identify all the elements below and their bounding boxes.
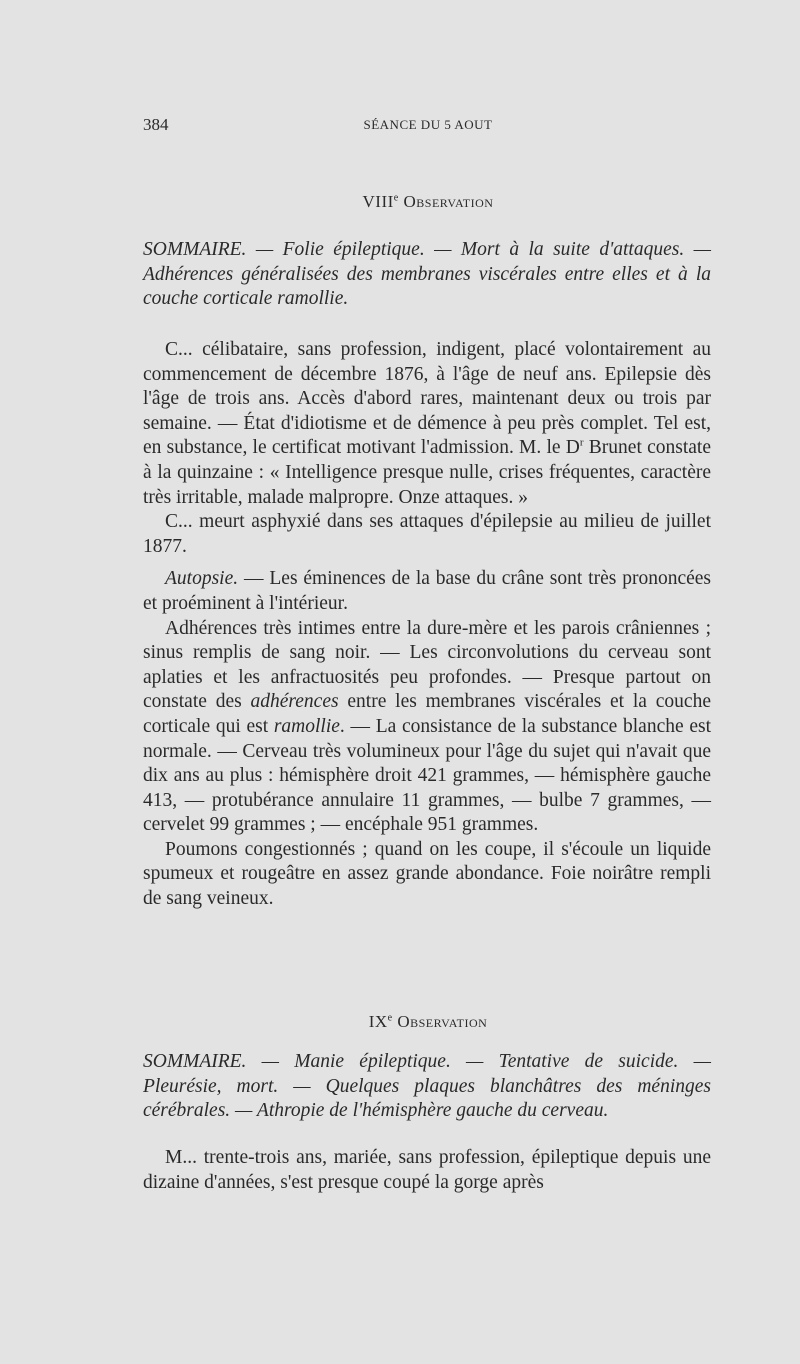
doctor-abbrev-sup: r	[579, 436, 584, 449]
observation-9-word: Observation	[397, 1012, 488, 1031]
observation-8-paragraph-1-end: Brunet constate à la quinzaine : « Intelligence presque nulle, crises fréquentes, caractère très irritable, malade malpropre. Onze attaques. »	[143, 437, 711, 508]
observation-9-summary	[143, 1050, 711, 1124]
observation-8-paragraph-2: C... meurt asphyxié dans ses attaques d'épilepsie au milieu de juillet 1877.	[143, 511, 711, 557]
observation-9-paragraph-1: M... trente-trois ans, mariée, sans profession, épileptique depuis une dizaine d'années, s'est presque coupé la gorge après	[143, 1147, 711, 1193]
observation-8-paragraph-4-a: Adhérences très intimes entre la dure-mère et les parois crâniennes ; sinus remplis de sang noir. — Les circonvolutions du cerveau sont aplaties et les anfractuosités peu profondes. — Presque partout on constate des	[143, 617, 711, 713]
observation-9-body	[143, 1146, 711, 1195]
observation-8-body	[143, 338, 711, 912]
observation-8-summary	[143, 238, 711, 312]
observation-8-summary-text: SOMMAIRE. — Folie épileptique. — Mort à la suite d'attaques. — Adhérences généralisées des membranes viscérales entre elles et à la couche corticale ramollie.	[143, 239, 711, 310]
observation-8-paragraph-3	[143, 567, 711, 616]
observation-8-paragraph-4	[143, 617, 711, 838]
observation-8-title	[143, 192, 713, 212]
observation-8-word: Observation	[403, 192, 494, 211]
observation-8-paragraph-5: Poumons congestionnés ; quand on les coupe, il s'écoule un liquide spumeux et rougeâtre en assez grande abondance. Foie noirâtre rempli de sang veineux.	[143, 838, 711, 910]
observation-8-paragraph-4-c: . — La consistance de la substance blanche est normale. — Cerveau très volumineux pour l'âge du sujet qui n'avait que dix ans au plus : hémisphère droit 421 grammes, — hémisphère gauche 413, — protubérance annulaire 11 grammes, — bulbe 7 grammes, — cervelet 99 grammes ; — encéphale 951 grammes.	[143, 715, 711, 836]
ramollie-italic: ramollie	[273, 715, 340, 737]
running-title: SÉANCE DU 5 AOUT	[363, 117, 493, 132]
observation-8-numeral: VIII	[362, 192, 394, 211]
adherences-italic: adhérences	[250, 691, 339, 713]
observation-9-numeral: IX	[368, 1012, 388, 1031]
observation-8-paragraph-4-b: entre les membranes viscérales et la couche corticale qui est	[143, 691, 711, 737]
observation-8-numeral-sup: e	[393, 192, 399, 204]
observation-9-title	[143, 1012, 713, 1032]
observation-9-summary-text: SOMMAIRE. — Manie épileptique. — Tentative de suicide. — Pleurésie, mort. — Quelques plaques blanchâtres des méninges cérébrales. — Athropie de l'hémisphère gauche du cerveau.	[143, 1051, 711, 1122]
observation-8-paragraph-1	[143, 338, 711, 510]
observation-9-numeral-sup: e	[387, 1012, 393, 1024]
observation-8-paragraph-3-text: — Les éminences de la base du crâne sont très prononcées et proéminent à l'intérieur.	[143, 568, 711, 614]
autopsy-lead: Autopsie.	[165, 568, 239, 590]
observation-8-paragraph-1-text: C... célibataire, sans profession, indigent, placé volontairement au commencement de décembre 1876, à l'âge de neuf ans. Epilepsie dès l'âge de trois ans. Accès d'abord rares, maintenant deux ou trois par semaine. — État d'idiotisme et de démence à peu près complet. Tel est, en substance, le certificat motivant l'admission. M. le D	[143, 339, 711, 459]
page-header	[143, 112, 713, 138]
page-number: 384	[143, 115, 169, 134]
